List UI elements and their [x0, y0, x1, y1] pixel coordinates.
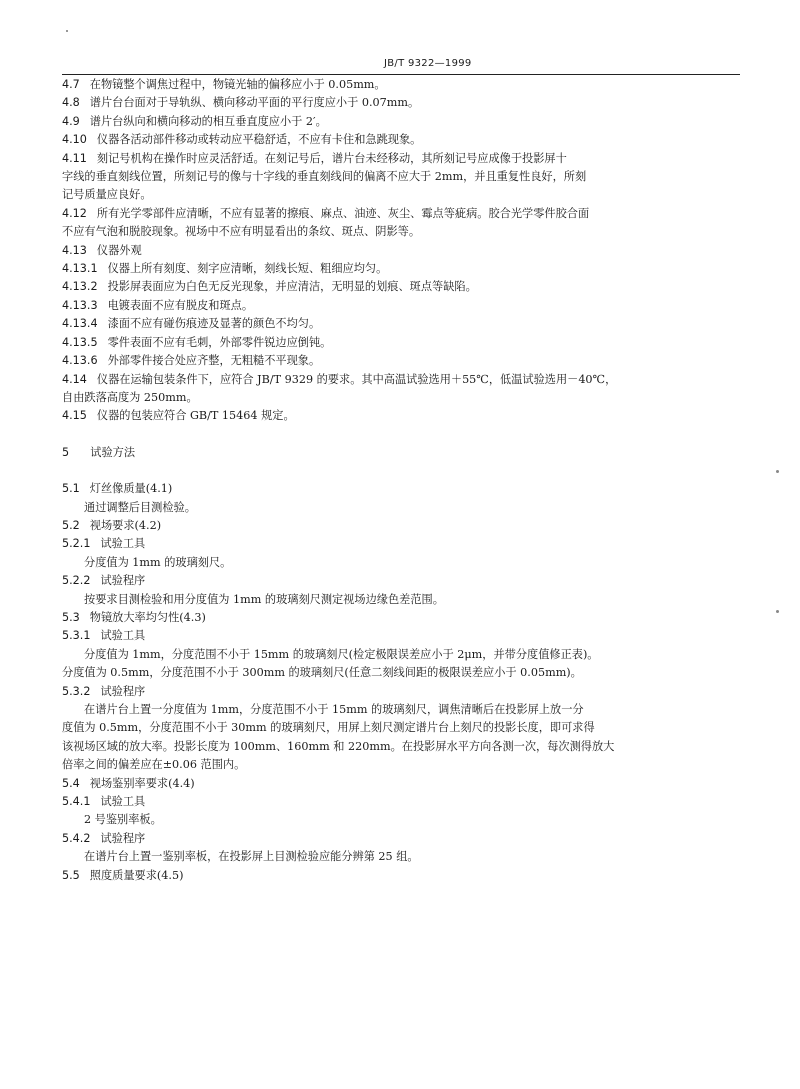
text-line [62, 480, 740, 498]
text-line [62, 867, 740, 885]
clause-text: 谱片台台面对于导轨纵、横向移动平面的平行度应小于 0.07mm。 [89, 96, 420, 110]
clause-text: 字线的垂直刻线位置，所刻记号的像与十字线的垂直刻线间的偏离不应大于 2mm，并且重复性良好，所刻 [62, 170, 587, 184]
clause-text: 灯丝像质量(4.1) [89, 482, 173, 496]
clause-number: 4.13.5 [62, 335, 98, 349]
text-line [62, 830, 740, 848]
text-line [62, 572, 740, 590]
text-line [62, 499, 740, 517]
clause-number: 4.14 [62, 372, 87, 386]
clause-text: 在谱片台上置一鉴别率板，在投影屏上目测检验应能分辨第 25 组。 [84, 850, 419, 864]
clause-number: 4.12 [62, 206, 87, 220]
text-line [62, 168, 740, 186]
text-line [62, 334, 740, 352]
clause-text: 刻记号机构在操作时应灵活舒适。在刻记号后，谱片台未经移动，其所刻记号应成像于投影屏十 [96, 151, 567, 165]
clause-text: 仪器各活动部件移动或转动应平稳舒适，不应有卡住和急跳现象。 [96, 133, 422, 147]
clause-number: 4.8 [62, 96, 80, 110]
clause-text: 仪器外观 [96, 243, 142, 257]
section-5-test-methods [62, 480, 740, 885]
clause-number: 4.13.2 [62, 280, 98, 294]
text-line [62, 793, 740, 811]
text-line [62, 113, 740, 131]
text-line [62, 848, 740, 866]
text-line [62, 811, 740, 829]
text-line [62, 371, 740, 389]
clause-text: 零件表面不应有毛刺，外部零件锐边应倒钝。 [107, 335, 332, 349]
clause-text: 通过调整后目测检验。 [84, 500, 196, 514]
clause-text: 视场要求(4.2) [89, 518, 162, 532]
page-header [62, 58, 740, 75]
clause-number: 4.10 [62, 133, 87, 147]
clause-text: 试验程序 [100, 831, 146, 845]
clause-number: 5.2.2 [62, 574, 91, 588]
clause-number: 4.13.3 [62, 298, 98, 312]
clause-text: 在谱片台上置一分度值为 1mm，分度范围不小于 15mm 的玻璃刻尺，调焦清晰后在投影屏上放一分 [84, 703, 584, 716]
text-line [62, 554, 740, 572]
clause-number: 4.13 [62, 243, 87, 257]
text-line [62, 609, 740, 627]
clause-text: 仪器的包装应符合 GB/T 15464 规定。 [96, 409, 295, 423]
clause-text: 照度质量要求(4.5) [89, 868, 184, 882]
text-line [62, 627, 740, 645]
text-line [62, 389, 740, 407]
clause-text: 自由跌落高度为 250mm。 [62, 390, 198, 404]
text-line [62, 683, 740, 701]
text-line [62, 775, 740, 793]
text-line [62, 315, 740, 333]
clause-text: 试验工具 [100, 795, 146, 809]
scan-speck [66, 30, 68, 32]
clause-text: 2 号鉴别率板。 [84, 813, 162, 827]
clause-text: 不应有气泡和脱胶现象。视场中不应有明显看出的条纹、斑点、阴影等。 [62, 225, 421, 239]
text-line [62, 352, 740, 370]
clause-text: 电镀表面不应有脱皮和斑点。 [107, 298, 254, 312]
clause-number: 5.1 [62, 482, 80, 496]
clause-number: 5.3.1 [62, 629, 91, 643]
clause-number: 5.4.2 [62, 831, 91, 845]
text-line [62, 756, 740, 774]
text-line [62, 646, 740, 664]
text-line [62, 150, 740, 168]
clause-text: 试验工具 [100, 629, 146, 643]
clause-text: 分度值为 1mm，分度范围不小于 15mm 的玻璃刻尺(检定极限误差应小于 2μm，并带分度值修正表)。 [84, 647, 599, 661]
text-line [62, 278, 740, 296]
clause-number: 4.13.6 [62, 354, 98, 368]
clause-number: 5.5 [62, 868, 80, 882]
text-line [62, 701, 740, 719]
clause-text: 该视场区域的放大率。投影长度为 100mm、160mm 和 220mm。在投影屏水平方向各测一次，每次测得放大 [62, 739, 615, 753]
clause-text: 在物镜整个调焦过程中，物镜光轴的偏移应小于 0.05mm。 [89, 78, 386, 91]
text-line [62, 242, 740, 260]
clause-text: 按要求目测检验和用分度值为 1mm 的玻璃刻尺测定视场边缘色差范围。 [84, 592, 444, 606]
text-line [62, 719, 740, 737]
text-line [62, 94, 740, 112]
clause-text: 仪器上所有刻度、刻字应清晰，刻线长短、粗细应均匀。 [107, 262, 388, 276]
clause-number: 4.13.1 [62, 262, 98, 276]
clause-text: 仪器在运输包装条件下，应符合 JB/T 9329 的要求。其中高温试验选用＋55℃，低温试验选用－40℃， [96, 372, 617, 386]
clause-number: 5.4 [62, 776, 80, 790]
text-line [62, 738, 740, 756]
text-line [62, 517, 740, 535]
clause-number: 5.3 [62, 610, 80, 624]
text-line [62, 76, 740, 94]
text-line [62, 131, 740, 149]
clause-text: 所有光学零部件应清晰，不应有显著的擦痕、麻点、油迹、灰尘、霉点等疵病。胶合光学零件胶合面 [96, 206, 590, 220]
clause-number: 5.3.2 [62, 684, 91, 698]
document-body [62, 76, 740, 885]
clause-text: 外部零件接合处应齐整，无粗糙不平现象。 [107, 354, 321, 368]
clause-number: 5.2 [62, 518, 80, 532]
clause-number: 4.9 [62, 114, 80, 128]
clause-number: 4.7 [62, 78, 80, 91]
clause-text: 物镜放大率均匀性(4.3) [89, 610, 206, 624]
text-line [62, 186, 740, 204]
clause-text: 分度值为 1mm 的玻璃刻尺。 [84, 555, 232, 569]
text-line [62, 535, 740, 553]
standard-code: JB/T 9322—1999 [384, 58, 472, 69]
clause-text: 漆面不应有碰伤痕迹及显著的颜色不均匀。 [107, 317, 321, 331]
clause-number: 4.11 [62, 151, 87, 165]
section-heading [62, 444, 740, 462]
section-title: 试验方法 [90, 445, 136, 459]
scan-speck [776, 610, 779, 613]
clause-text: 试验工具 [100, 537, 146, 551]
text-line [62, 591, 740, 609]
clause-text: 投影屏表面应为白色无反光现象，并应清洁，无明显的划痕、斑点等缺陷。 [107, 280, 477, 294]
text-line [62, 260, 740, 278]
clause-text: 记号质量应良好。 [62, 188, 152, 202]
clause-text: 分度值为 0.5mm，分度范围不小于 300mm 的玻璃刻尺(任意二刻线间距的极限误差应小于 0.05mm)。 [62, 666, 582, 680]
clause-text: 试验程序 [100, 684, 146, 698]
clause-number: 4.13.4 [62, 317, 98, 331]
clause-text: 谱片台纵向和横向移动的相互垂直度应小于 2′。 [89, 114, 327, 128]
scan-speck [776, 470, 779, 473]
clause-text: 度值为 0.5mm，分度范围不小于 30mm 的玻璃刻尺，用屏上刻尺测定谱片台上刻尺的投影长度，即可求得 [62, 721, 595, 735]
section-number: 5 [62, 445, 70, 459]
text-line [62, 664, 740, 682]
text-line [62, 205, 740, 223]
clause-number: 5.4.1 [62, 795, 91, 809]
clause-text: 试验程序 [100, 574, 146, 588]
text-line [62, 223, 740, 241]
clause-number: 5.2.1 [62, 537, 91, 551]
clause-text: 视场鉴别率要求(4.4) [89, 776, 195, 790]
clause-number: 4.15 [62, 409, 87, 423]
text-line [62, 297, 740, 315]
text-line [62, 407, 740, 425]
section-4-requirements [62, 76, 740, 426]
clause-text: 倍率之间的偏差应在±0.06 范围内。 [62, 758, 246, 772]
